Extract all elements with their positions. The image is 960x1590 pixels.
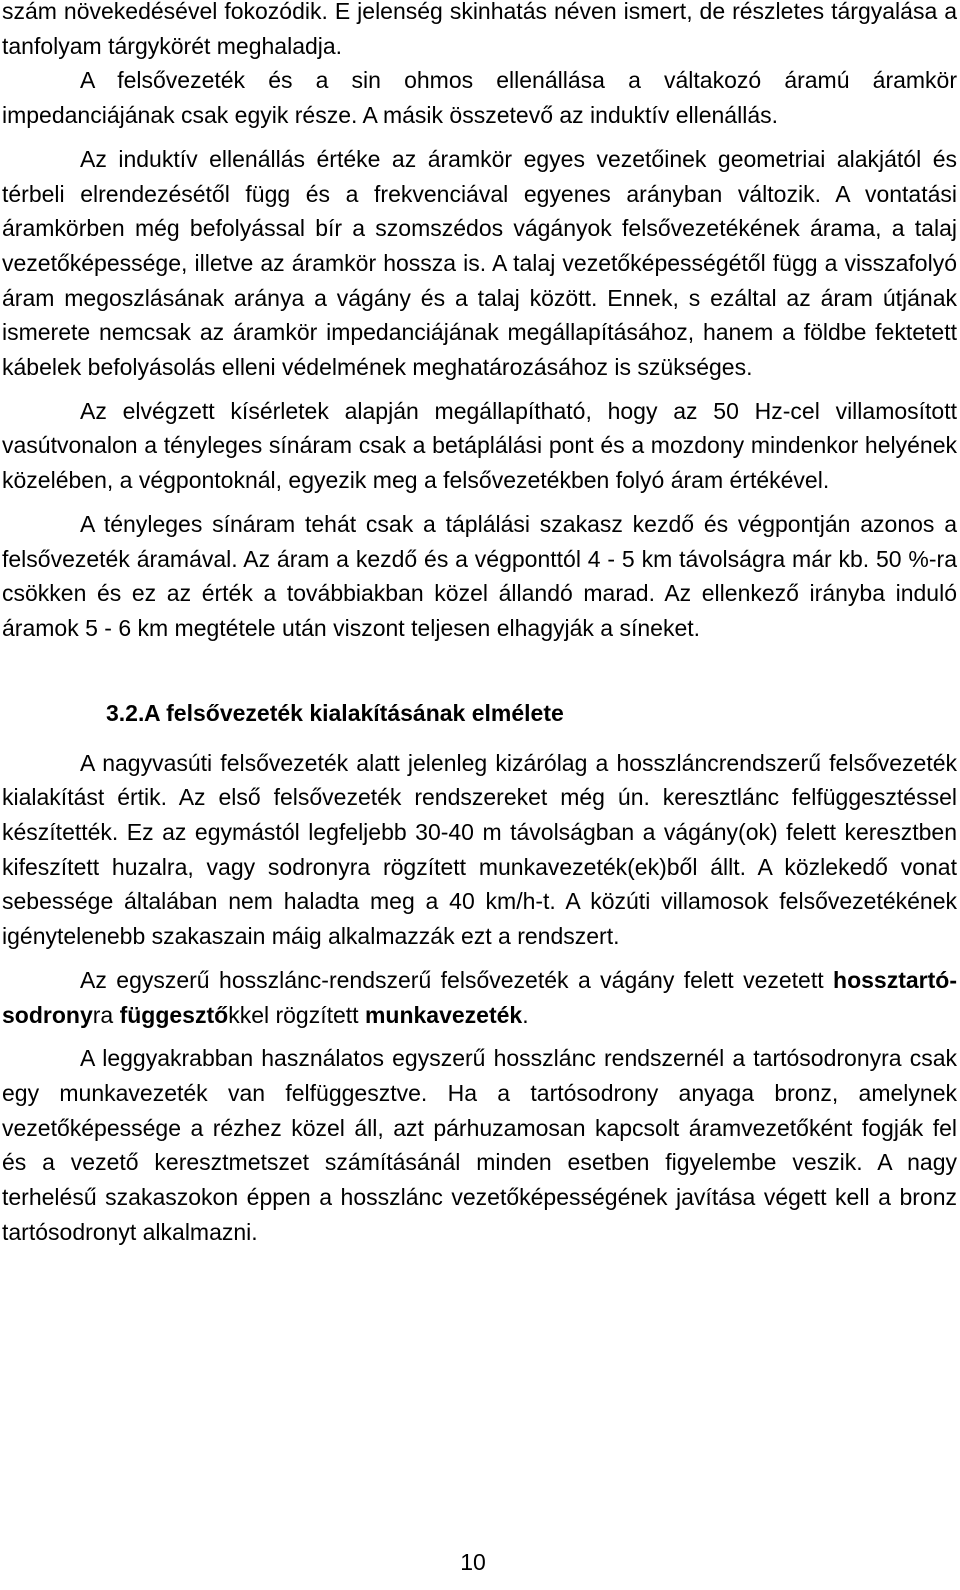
paragraph-experiments: Az elvégzett kísérletek alapján megállapítható, hogy az 50 Hz-cel villamosított vasútvonalon a tényleges sínáram csak a betáplálási pont és a mozdony mindenkor helyének közelében, a végpontoknál, egyezik meg a felsővezetékben folyó áram értékével.: [2, 397, 957, 494]
bold-term-contact-wire: munkavezeték: [364, 1001, 523, 1028]
paragraph-impedance: A felsővezeték és a sin ohmos ellenállása a váltakozó áramú áramkör impedanciájának csak egyik része. A másik összetevő az induktív ellenállás.: [2, 67, 957, 129]
section-number: 3.2.: [106, 699, 145, 726]
paragraph-inductive-resistance: Az induktív ellenállás értéke az áramkör egyes vezetőinek geometriai alakjától és térbeli elrendezésétől függ és a frekvenciával egyenes arányban változik. A vontatási áramkörben még befolyással bír a szomszédos vágányok felsővezetékének árama, a talaj vezetőképessége, illetve az áramkör hossza is. A talaj vezetőképességétől függ a visszafolyó áram megoszlásának aránya a vágány és a talaj között. Ennek, s ezáltal az áram útjának ismerete nemcsak az áramkör impedanciájának megállapításához, hanem a földbe fektetett kábelek befolyásolás elleni védelmének meghatározásához is szükséges.: [2, 145, 957, 381]
paragraph-simple-catenary: Az egyszerű hosszlánc-rendszerű felsővezeték a vágány felett vezetett hossztartó-sodronyra függesztőkkel rögzített munkavezeték.: [2, 966, 957, 1028]
paragraph-skin-effect: szám növekedésével fokozódik. E jelenség skinhatás néven ismert, de részletes tárgyalása a tanfolyam tárgykörét meghaladja.: [2, 0, 957, 59]
section-title: A felsővezeték kialakításának elmélete: [144, 699, 564, 726]
paragraph-bronze-messenger: A leggyakrabban használatos egyszerű hosszlánc rendszernél a tartósodronyra csak egy munkavezeték van felfüggesztve. Ha a tartósodrony anyaga bronz, amelynek vezetőképessége a rézhez közel áll, azt párhuzamosan kapcsolt áramvezetőként fogják fel és a vezető keresztmetszet számításánál minden esetben figyelembe veszik. A nagy terhelésű szakaszokon éppen a hosszlánc vezetőképességének javítása végett kell a bronz tartósodronyt alkalmazni.: [2, 1045, 957, 1245]
document-page: [2, 0, 957, 1250]
bold-term-dropper: függesztő: [119, 1001, 229, 1028]
section-heading: [106, 695, 957, 731]
paragraph-catenary-history: A nagyvasúti felsővezeték alatt jelenleg kizárólag a hosszláncrendszerű felsővezeték kialakítást értik. Az első felsővezeték rendszereket még ún. keresztlánc felfüggesztéssel készítették. Ez az egymástól legfeljebb 30-40 m távolságban a vágány(ok) felett keresztben kifeszített huzalra, vagy sodronyra rögzített munkavezeték(ek)ből állt. A közlekedő vonat sebessége általában nem haladta meg a 40 km/h-t. A közúti villamosok felsővezetékének igénytelenebb szakaszain máig alkalmazzák ezt a rendszert.: [2, 749, 957, 950]
page-number: 10: [460, 1549, 486, 1575]
paragraph-rail-current: A tényleges sínáram tehát csak a táplálási szakasz kezdő és végpontján azonos a felsővezeték áramával. Az áram a kezdő és a végponttól 4 - 5 km távolságra már kb. 50 %-ra csökken és ez az érték a továbbiakban közel állandó marad. Az ellenkező irányba induló áramok 5 - 6 km megtétele után viszont teljesen elhagyják a síneket.: [2, 510, 957, 641]
bold-term-messenger-wire: hossztartó-sodrony: [2, 966, 957, 1028]
